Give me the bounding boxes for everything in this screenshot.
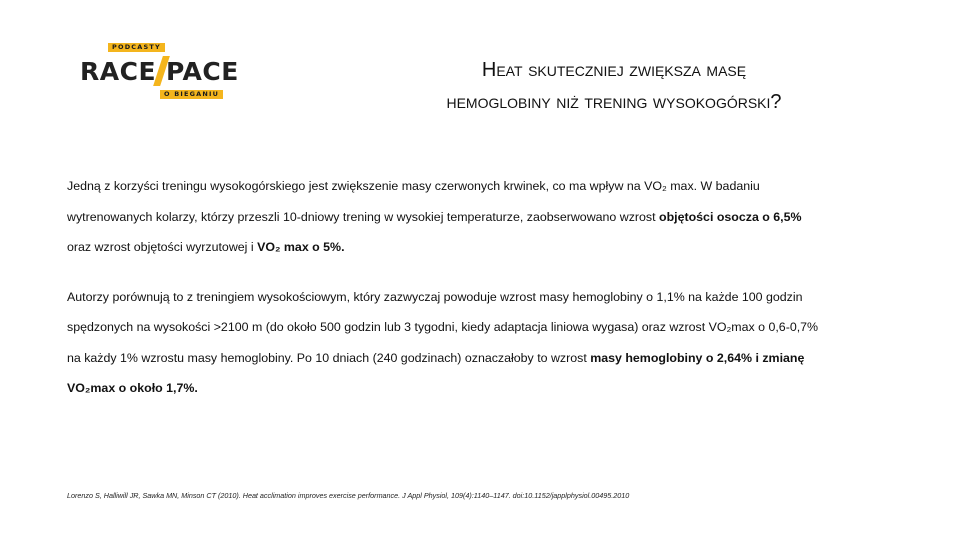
title-line-2: hemoglobiny niż trening wysokogórski? xyxy=(446,91,782,113)
paragraph-1-line-1: Jedną z korzyści treningu wysokogórskiego jest zwiększenie masy czerwonych krwinek, co ma wpływ na VO₂ max. W badaniu xyxy=(67,179,760,193)
highlight-plasma-volume: objętości osocza o 6,5% xyxy=(659,209,802,224)
highlight-hemoglobin-mass: masy hemoglobiny o 2,64% i zmianę xyxy=(590,350,805,365)
paragraph-2-line-3 xyxy=(67,348,897,379)
highlight-vo2max: VO₂ max o 5%. xyxy=(257,240,345,254)
paragraph-2-line-4: VO₂max o około 1,7%. xyxy=(67,381,198,395)
logo-word-right: PACE xyxy=(166,56,239,86)
paragraph-1-line-3 xyxy=(67,237,897,268)
text-segment: wytrenowanych kolarzy, którzy przeszli 10-dniowy trening w wysokiej temperaturze, zaobserwowano wzrost xyxy=(67,209,659,224)
paragraph-1 xyxy=(67,176,897,268)
title-line-1: Heat skuteczniej zwiększa masę xyxy=(481,59,747,81)
paragraph-2 xyxy=(67,287,897,409)
race-pace-logo xyxy=(80,40,260,104)
logo-top-tag: PODCASTY xyxy=(108,43,165,52)
slide-body xyxy=(67,176,897,409)
text-segment: na każdy 1% wzrostu masy hemoglobiny. Po 10 dniach (240 godzinach) oznaczałoby to wzrost xyxy=(67,350,591,365)
paragraph-2-line-1: Autorzy porównują to z treningiem wysokościowym, który zazwyczaj powoduje wzrost masy hemoglobiny o 1,1% na każde 100 godzin xyxy=(67,289,803,304)
logo-word-left: RACE xyxy=(80,56,157,86)
paragraph-1-line-2 xyxy=(67,207,897,238)
logo-bottom-tag: O BIEGANIU xyxy=(160,90,223,99)
text-segment: oraz wzrost objętości wyrzutowej i xyxy=(67,240,258,254)
paragraph-2-line-2: spędzonych na wysokości >2100 m (do około 500 godzin lub 3 tygodni, kiedy adaptacja liniowa wygasa) oraz wzrost VO₂max o 0,6-0,7% xyxy=(67,320,819,334)
slide-title xyxy=(330,54,898,118)
logo-wordmark xyxy=(80,55,239,87)
citation: Lorenzo S, Halliwill JR, Sawka MN, Minson CT (2010). Heat acclimation improves exercise performance. J Appl Physiol, 109(4):1140–1147. doi:10.1152/japplphysiol.00495.2010 xyxy=(67,491,630,500)
